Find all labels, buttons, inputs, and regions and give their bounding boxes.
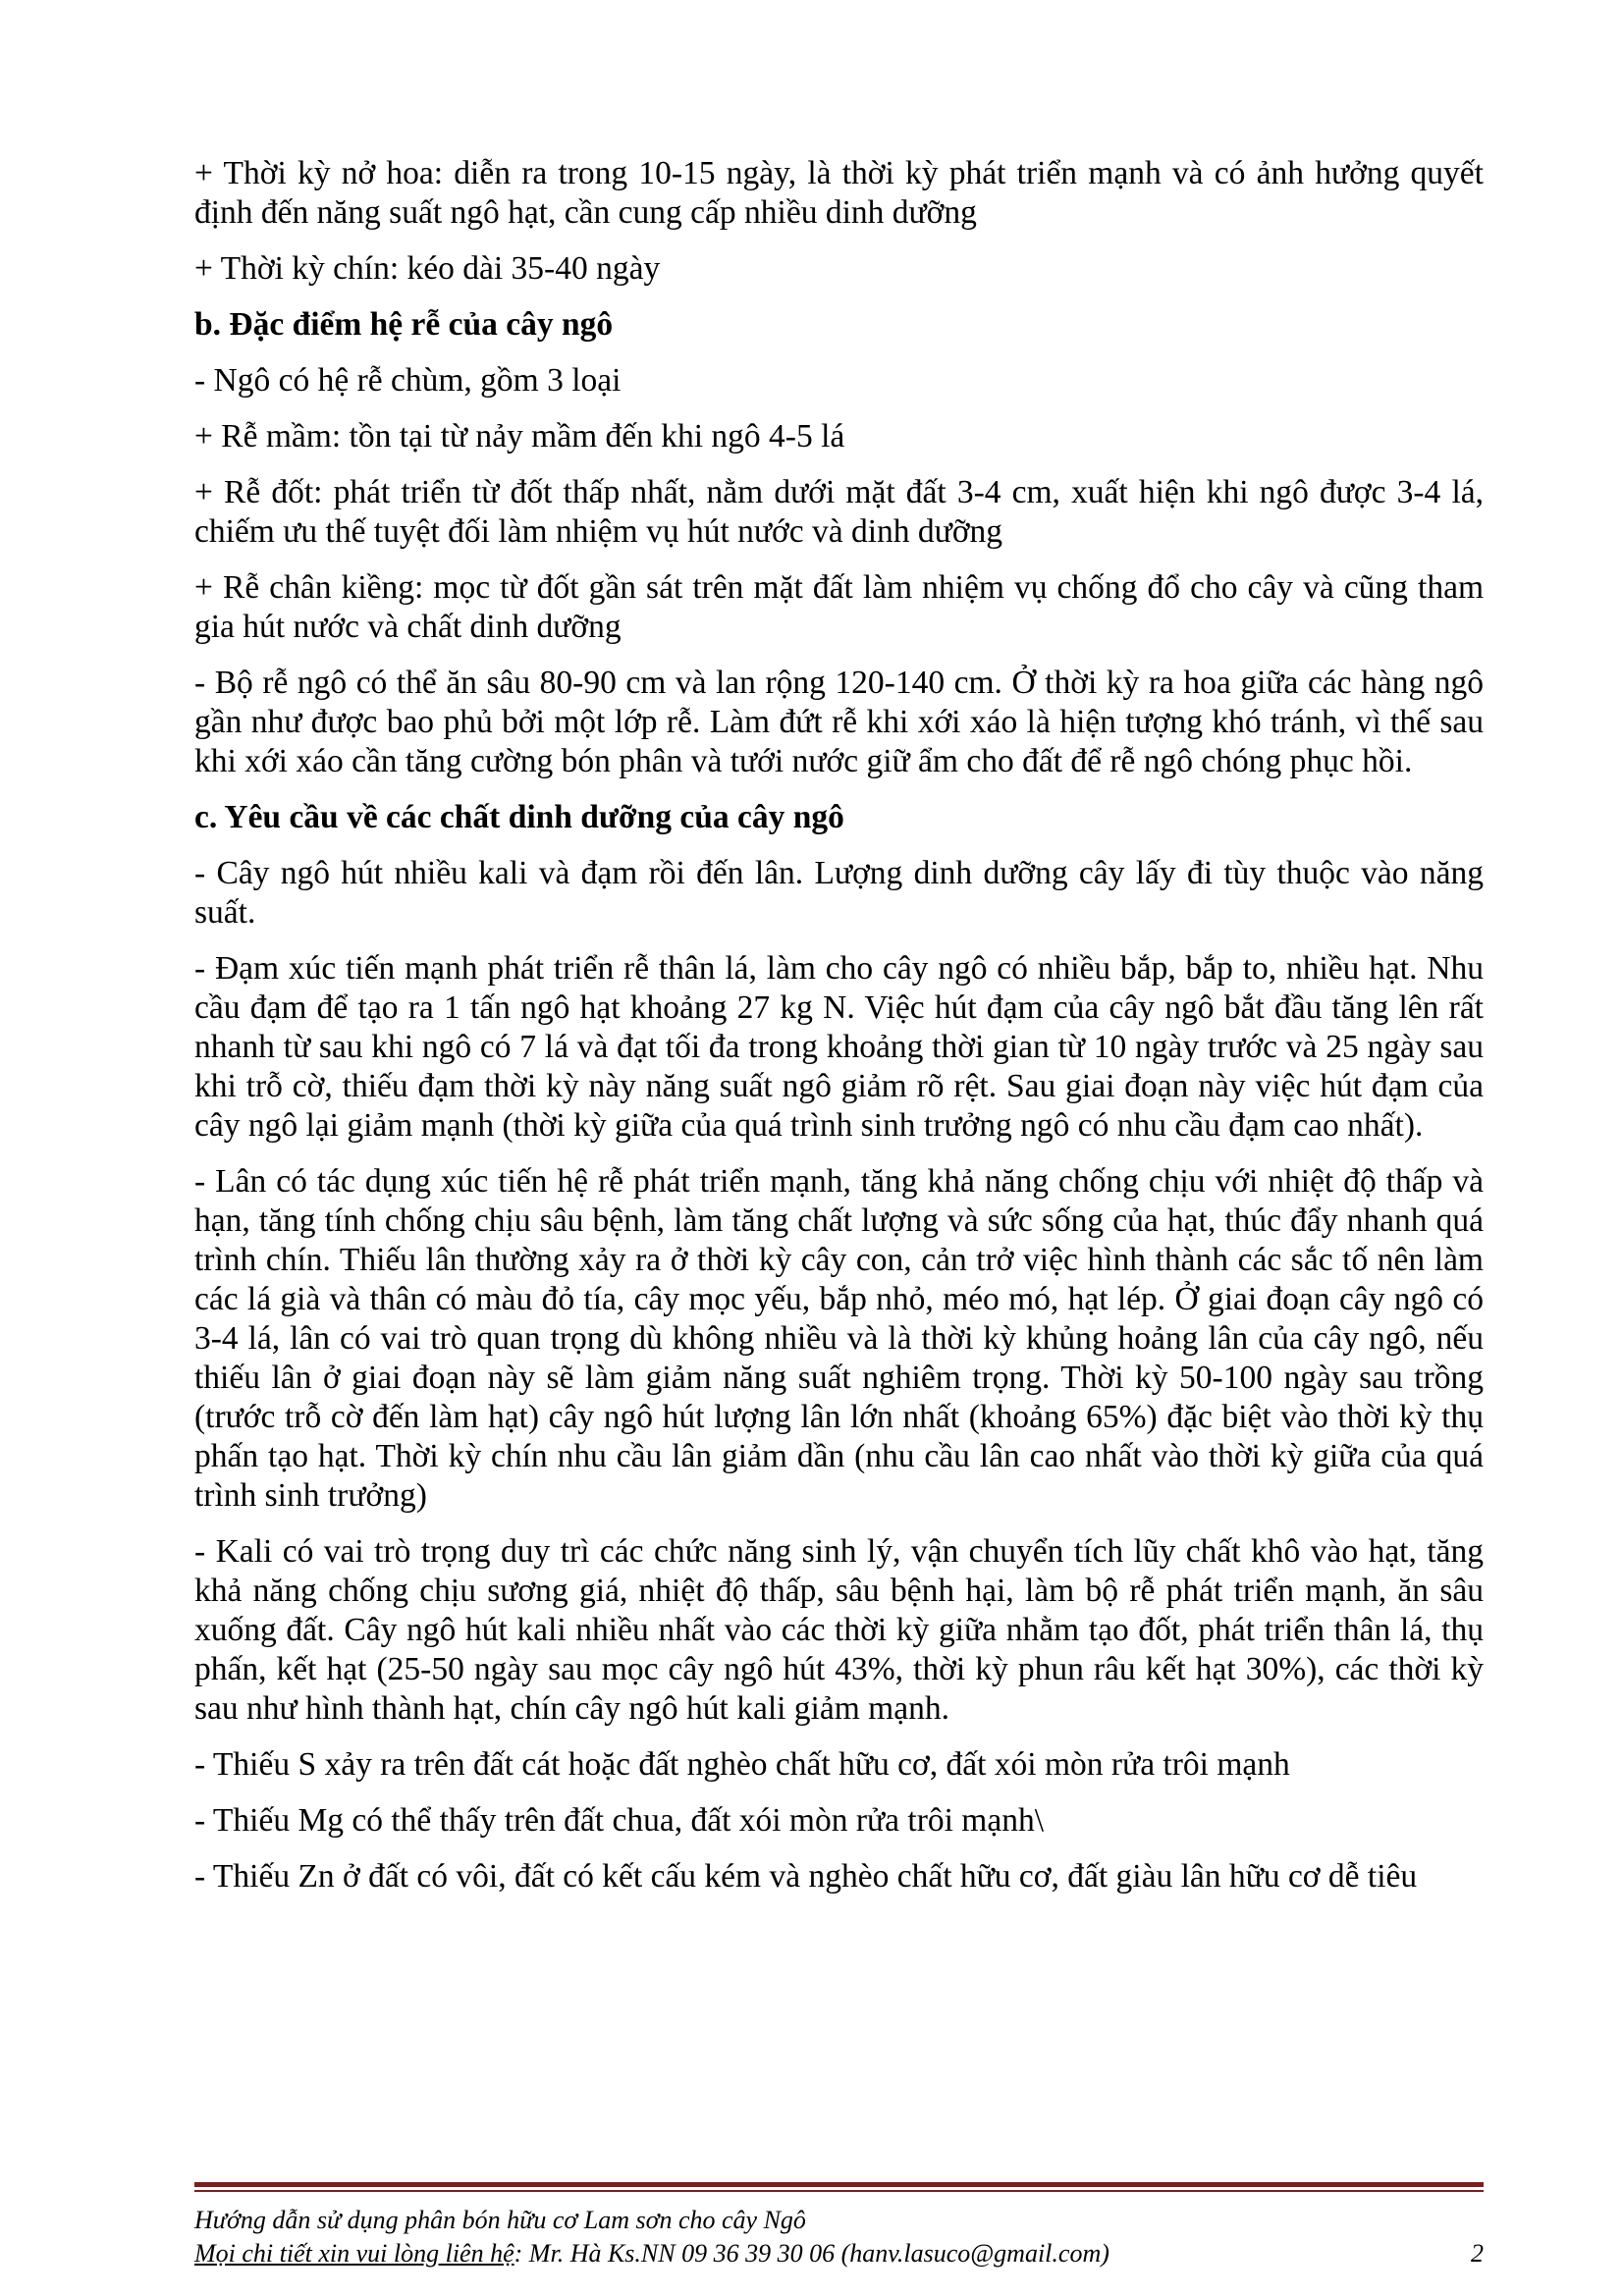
paragraph: - Thiếu S xảy ra trên đất cát hoặc đất nghèo chất hữu cơ, đất xói mòn rửa trôi mạnh [194, 1746, 1290, 1783]
footer-title: Hướng dẫn sử dụng phân bón hữu cơ Lam sơn cho cây Ngô [194, 2206, 806, 2234]
footer-contact-text: : Mr. Hà Ks.NN 09 36 39 30 06 (hanv.lasuco@gmail.com) [514, 2239, 1109, 2268]
paragraph: + Thời kỳ nở hoa: diễn ra trong 10-15 ngày, là thời kỳ phát triển mạnh và có ảnh hưởng quyết định đến năng suất ngô hạt, cần cung cấp nhiều dinh dưỡng [194, 155, 1484, 231]
paragraph: + Thời kỳ chín: kéo dài 35-40 ngày [194, 250, 661, 287]
paragraph: - Kali có vai trò trọng duy trì các chức năng sinh lý, vận chuyển tích lũy chất khô vào hạt, tăng khả năng chống chịu sương giá, nhiệt độ thấp, sâu bệnh hại, làm bộ rễ phát triển mạnh, ăn sâu xuống đất. Cây ngô hút kali nhiều nhất vào các thời kỳ giữa nhằm tạo đốt, phát triển thân lá, thụ phấn, kết hạt (25-50 ngày sau mọc cây ngô hút 43%, thời kỳ phun râu kết hạt 30%), các thời kỳ sau như hình thành hạt, chín cây ngô hút kali giảm mạnh. [194, 1533, 1484, 1727]
paragraph: + Rễ mầm: tồn tại từ nảy mầm đến khi ngô 4-5 lá [194, 418, 845, 454]
footer-divider [194, 2182, 1484, 2187]
paragraph: - Thiếu Mg có thể thấy trên đất chua, đất xói mòn rửa trôi mạnh\ [194, 1802, 1045, 1839]
paragraph: - Ngô có hệ rễ chùm, gồm 3 loại [194, 362, 622, 399]
section-heading: c. Yêu cầu về các chất dinh dưỡng của cây ngô [194, 799, 844, 835]
paragraph: - Cây ngô hút nhiều kali và đạm rồi đến lân. Lượng dinh dưỡng cây lấy đi tùy thuộc vào năng suất. [194, 855, 1484, 931]
paragraph: + Rễ đốt: phát triển từ đốt thấp nhất, nằm dưới mặt đất 3-4 cm, xuất hiện khi ngô được 3-4 lá, chiếm ưu thế tuyệt đối làm nhiệm vụ hút nước và dinh dưỡng [194, 474, 1484, 550]
paragraph: - Lân có tác dụng xúc tiến hệ rễ phát triển mạnh, tăng khả năng chống chịu với nhiệt độ thấp và hạn, tăng tính chống chịu sâu bệnh, làm tăng chất lượng và sức sống của hạt, thúc đẩy nhanh quá trình chín. Thiếu lân thường xảy ra ở thời kỳ cây con, cản trở việc hình thành các sắc tố nên làm các lá già và thân có màu đỏ tía, cây mọc yếu, bắp nhỏ, méo mó, hạt lép. Ở giai đoạn cây ngô có 3-4 lá, lân có vai trò quan trọng dù không nhiều và là thời kỳ khủng hoảng lân của cây ngô, nếu thiếu lân ở giai đoạn này sẽ làm giảm năng suất nghiêm trọng. Thời kỳ 50-100 ngày sau trồng (trước trỗ cờ đến làm hạt) cây ngô hút lượng lân lớn nhất (khoảng 65%) đặc biệt vào thời kỳ thụ phấn tạo hạt. Thời kỳ chín nhu cầu lân giảm dần (nhu cầu lân cao nhất vào thời kỳ giữa của quá trình sinh trưởng) [194, 1163, 1484, 1514]
paragraph: - Thiếu Zn ở đất có vôi, đất có kết cấu kém và nghèo chất hữu cơ, đất giàu lân hữu cơ dễ tiêu [194, 1858, 1418, 1895]
page-number: 2 [1471, 2239, 1484, 2268]
paragraph: - Đạm xúc tiến mạnh phát triển rễ thân lá, làm cho cây ngô có nhiều bắp, bắp to, nhiều hạt. Nhu cầu đạm để tạo ra 1 tấn ngô hạt khoảng 27 kg N. Việc hút đạm của cây ngô bắt đầu tăng lên rất nhanh từ sau khi ngô có 7 lá và đạt tối đa trong khoảng thời gian từ 10 ngày trước và 25 ngày sau khi trỗ cờ, thiếu đạm thời kỳ này năng suất ngô giảm rõ rệt. Sau giai đoạn này việc hút đạm của cây ngô lại giảm mạnh (thời kỳ giữa của quá trình sinh trưởng ngô có nhu cầu đạm cao nhất). [194, 950, 1484, 1144]
footer-divider-thin [194, 2190, 1484, 2192]
document-body [194, 154, 1484, 1913]
section-heading: b. Đặc điểm hệ rễ của cây ngô [194, 306, 614, 343]
paragraph: - Bộ rễ ngô có thể ăn sâu 80-90 cm và lan rộng 120-140 cm. Ở thời kỳ ra hoa giữa các hàng ngô gần như được bao phủ bởi một lớp rễ. Làm đứt rễ khi xới xáo là hiện tượng khó tránh, vì thế sau khi xới xáo cần tăng cường bón phân và tưới nước giữ ẩm cho đất để rễ ngô chóng phục hồi. [194, 665, 1484, 779]
paragraph: + Rễ chân kiềng: mọc từ đốt gần sát trên mặt đất làm nhiệm vụ chống đổ cho cây và cũng tham gia hút nước và chất dinh dưỡng [194, 569, 1484, 645]
footer-contact-line [194, 2237, 1484, 2270]
footer-contact-label: Mọi chi tiết xin vui lòng liên hệ [194, 2239, 514, 2268]
page-footer [194, 2204, 1484, 2270]
